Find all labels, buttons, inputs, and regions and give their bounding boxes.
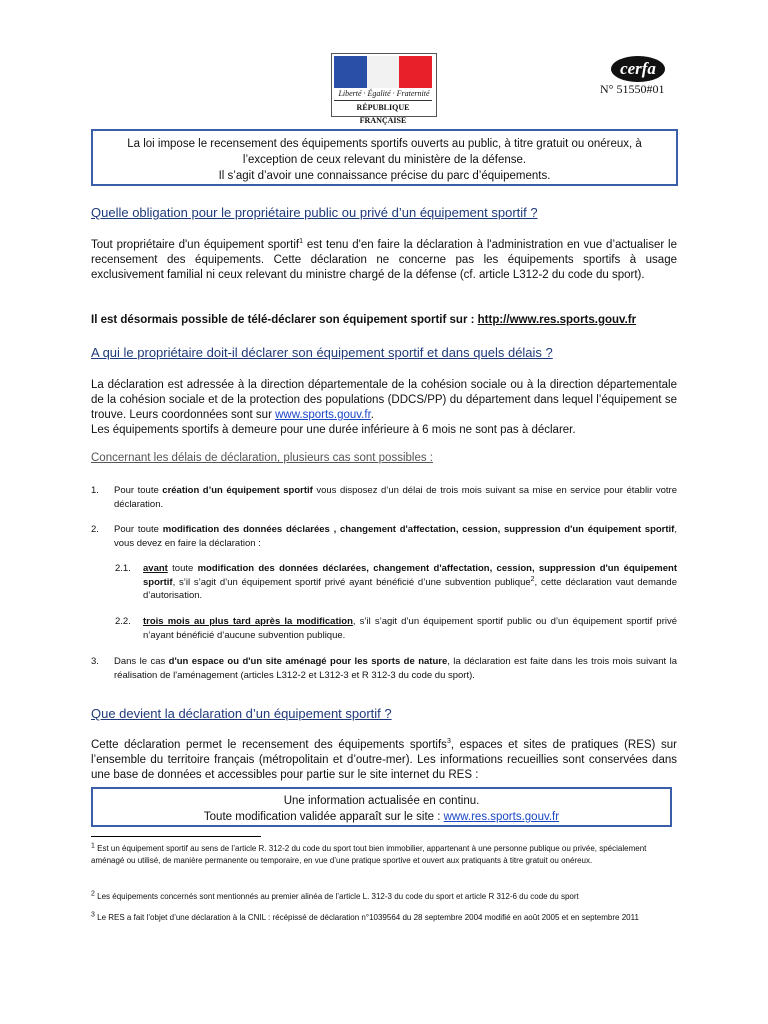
- cases-title: Concernant les délais de déclaration, plusieurs cas sont possibles :: [91, 452, 433, 464]
- section-1-heading: Quelle obligation pour le propriétaire public ou privé d’un équipement sportif ?: [91, 205, 538, 220]
- footnote-3: [91, 912, 677, 924]
- info-box: [91, 787, 672, 827]
- sub-item-2-2: [115, 615, 678, 642]
- intro-line-3: Il s’agit d’avoir une connaissance précise du parc d’équipements.: [218, 170, 551, 182]
- info-line-1: Une information actualisée en continu.: [283, 795, 480, 807]
- section-3-paragraph: [91, 738, 677, 783]
- footnote-divider: [91, 836, 261, 837]
- res-sports-link[interactable]: http://www.res.sports.gouv.fr: [477, 314, 637, 326]
- footnote-2: [91, 891, 677, 903]
- s2-text: La déclaration est adressée à la direction départementale de la cohésion sociale ou à la direction départementale de la cohésion sociale et de la protection des populations (DDCS/PP) du département dans lequel l’équipement se trouve. Leurs coordonnées sont sur: [91, 379, 677, 421]
- item-text: vous disposez d’un délai de trois mois suivant sa mise en service pour établir votre déclaration.: [114, 485, 677, 510]
- item-text: , s’il s’agit d’un équipement sportif public ou d’un équipement sportif privé n’ayant bénéficié d’aucune subvention publique.: [143, 616, 678, 641]
- logo-motto: Liberté · Égalité · Fraternité: [338, 89, 430, 98]
- list-item-2: [91, 523, 677, 550]
- s3-text: Cette déclaration permet le recensement des équipements sportifs: [91, 739, 447, 751]
- intro-line-1: La loi impose le recensement des équipements sportifs ouverts au public, à titre gratuit ou onéreux, à: [127, 138, 642, 150]
- item-text: Pour toute: [114, 485, 163, 496]
- item-bold: modification des données déclarées, changement d'affectation, cession, suppression d'un équipement sportif: [143, 563, 677, 588]
- fn-num: 2: [91, 890, 95, 898]
- fn-text: Le RES a fait l’objet d’une déclaration à la CNIL : récépissé de déclaration n°1039564 du 28 septembre 2004 modifié en août 2005 et en septembre 2011: [94, 913, 639, 922]
- footnote-ref-2[interactable]: 2: [530, 575, 535, 583]
- item-text: Pour toute: [114, 524, 163, 535]
- fn-text: Est un équipement sportif au sens de l’article R. 312-2 du code du sport tout bien immobilier, appartenant à une personne publique ou privée, spécialement aménagé ou utilisé, de manière permanente ou temporaire, en vue d’une pratique sportive et ouvert aux pratiquants à titre gratuit ou onéreux.: [91, 844, 647, 865]
- section-3-heading: Que devient la déclaration d’un équipement sportif ?: [91, 706, 392, 721]
- footnote-ref-1[interactable]: 1: [299, 238, 303, 246]
- s1-text: Tout propriétaire d'un équipement sportif: [91, 239, 300, 251]
- intro-line-2: l’exception de ceux relevant du ministère de la défense.: [242, 154, 527, 166]
- item-text: toute: [167, 563, 198, 574]
- res-sports-link-2[interactable]: www.res.sports.gouv.fr: [443, 811, 560, 823]
- marianne-flag-icon: [334, 56, 432, 88]
- sports-gouv-link[interactable]: www.sports.gouv.fr: [275, 409, 371, 421]
- list-num: 1.: [91, 485, 99, 496]
- intro-box: [91, 129, 678, 186]
- list-num: 3.: [91, 656, 99, 667]
- item-text: , cette déclaration vaut demande d’autorisation.: [143, 576, 677, 601]
- fn-num: 1: [91, 842, 95, 850]
- s2-period: .: [370, 409, 374, 421]
- s2-text-2: Les équipements sportifs à demeure pour une durée inférieure à 6 mois ne sont pas à déclarer.: [91, 424, 576, 436]
- list-num: 2.: [91, 524, 99, 535]
- item-bold: d'un espace ou d'un site aménagé pour les sports de nature: [168, 656, 448, 667]
- teledeclaration-text: Il est désormais possible de télé-déclarer son équipement sportif sur :: [91, 314, 478, 326]
- list-item-1: [91, 484, 677, 511]
- s3-text-cont: , espaces et sites de pratiques (RES) sur l’ensemble du territoire français (métropolitain et d’outre-mer). Les informations recueillies sont conservées dans une base de données et accessibles pour partie sur le site internet du RES :: [91, 739, 677, 781]
- form-number: N° 51550#01: [600, 82, 665, 96]
- item-text: Dans le cas: [114, 656, 169, 667]
- teledeclaration-line: [91, 313, 677, 328]
- list-num: 2.1.: [115, 563, 131, 574]
- item-text: , s’il s’agit d’un équipement sportif privé ayant bénéficié d’une subvention publique: [172, 576, 531, 588]
- item-bold: création d’un équipement sportif: [162, 485, 313, 496]
- cerfa-logo: cerfa: [611, 56, 665, 82]
- fn-num: 3: [91, 911, 95, 919]
- footnote-ref-3[interactable]: 3: [446, 738, 451, 746]
- item-underline: avant: [143, 563, 168, 574]
- list-num: 2.2.: [115, 616, 131, 627]
- section-2-heading: A qui le propriétaire doit-il déclarer son équipement sportif et dans quels délais ?: [91, 345, 553, 360]
- sub-item-2-1: [115, 562, 677, 603]
- footnote-1: [91, 843, 677, 867]
- logo-name: RÉPUBLIQUE FRANÇAISE: [334, 100, 432, 114]
- list-item-3: [91, 655, 677, 682]
- item-underline: trois mois au plus tard après la modification: [143, 616, 353, 627]
- info-text: Toute modification validée apparaît sur le site :: [203, 811, 444, 823]
- item-text: , vous devez en faire la déclaration :: [114, 524, 677, 549]
- republique-francaise-logo: [331, 53, 437, 125]
- info-line-2: [93, 809, 670, 825]
- section-1-paragraph: [91, 238, 677, 283]
- item-bold: modification des données déclarées , changement d'affectation, cession, suppression d'un équipement sportif: [162, 524, 675, 535]
- s1-text-cont: est tenu d'en faire la déclaration à l'administration en vue d’actualiser le recensement des équipements. Cette déclaration ne concerne pas les équipements sportifs à usage exclusivement familial ni ceux relevant du ministre chargé de la défense (cf. article L312-2 du code du sport).: [91, 239, 678, 281]
- item-text: , la déclaration est faite dans les trois mois suivant la réalisation de l'aménagement (articles L312-2 et L312-3 et R 312-3 du code du sport).: [114, 656, 677, 681]
- fn-text: Les équipements concernés sont mentionnés au premier alinéa de l’article L. 312-3 du code du sport et article R 312-6 du code du sport: [94, 892, 579, 901]
- section-2-paragraph: [91, 378, 677, 438]
